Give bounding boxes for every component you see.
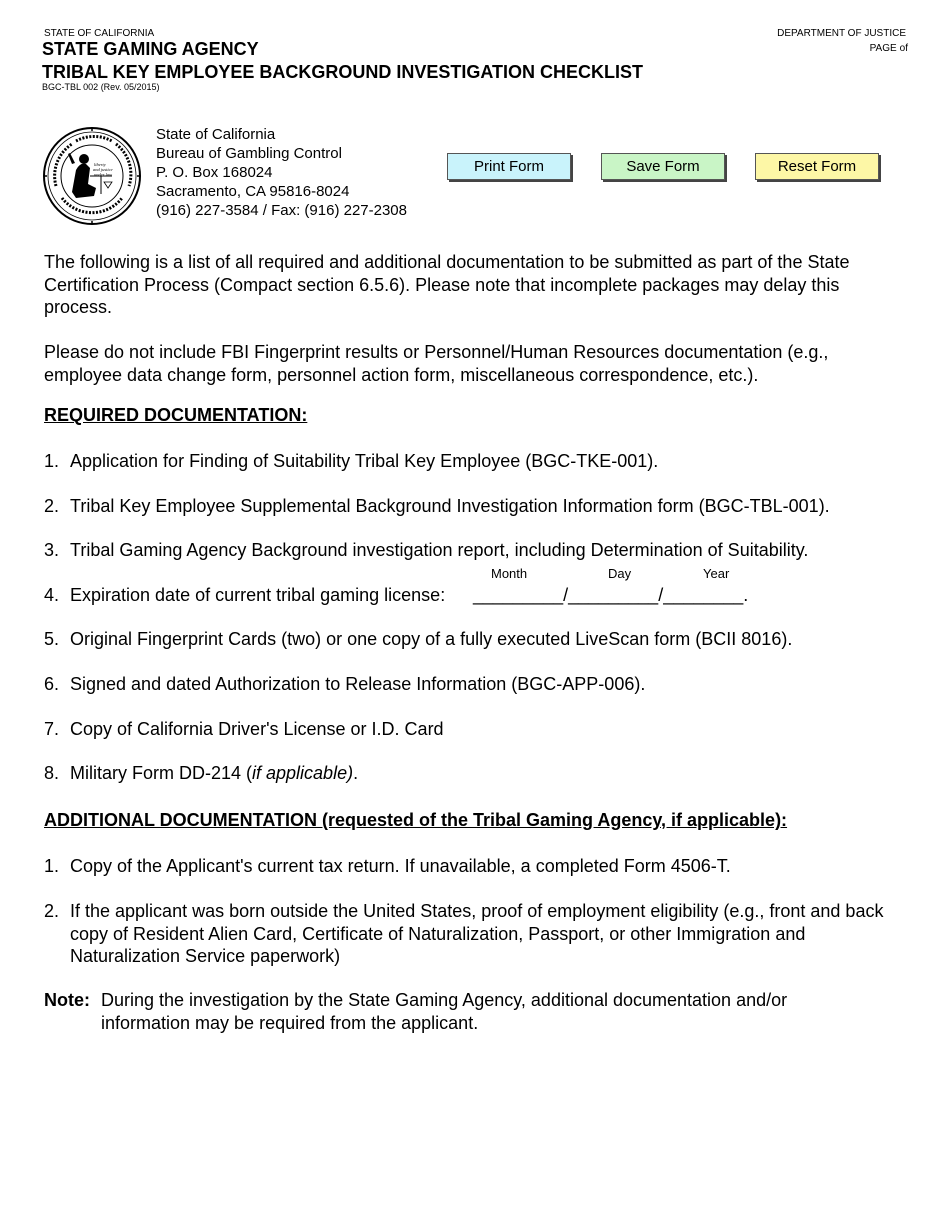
- exclusion-paragraph: Please do not include FBI Fingerprint results or Personnel/Human Resources documentation (e.g., employee data change form, personnel action form, miscellaneous correspondence, etc.).: [44, 342, 829, 385]
- seal-motto-2: and justice: [93, 167, 113, 172]
- required-documentation-heading: REQUIRED DOCUMENTATION:: [44, 405, 308, 425]
- item-number: 6.: [44, 674, 60, 694]
- item-number: 8.: [44, 763, 60, 783]
- seal-motto-1: liberty: [94, 162, 106, 167]
- item-text: Copy of California Driver's License or I.D. Card: [70, 719, 444, 739]
- note-label: Note:: [44, 990, 90, 1010]
- item-text: Signed and dated Authorization to Release Information (BGC-APP-006).: [70, 674, 646, 694]
- item-number: 3.: [44, 540, 60, 560]
- reset-form-button[interactable]: Reset Form: [755, 153, 879, 180]
- item-text-italic: if applicable): [252, 763, 354, 783]
- intro-paragraph: The following is a list of all required and additional documentation to be submitted as part of the State Certification Process (Compact section 6.5.6). Please note that incomplete packages may delay this process.: [44, 252, 850, 317]
- item-number: 4.: [44, 585, 60, 605]
- page-label: PAGE: [869, 43, 897, 54]
- agency-name: STATE GAMING AGENCY: [42, 39, 259, 59]
- page-of-label: of: [899, 43, 908, 54]
- item-text-tail: .: [353, 763, 359, 783]
- item-number: 2.: [44, 496, 60, 516]
- item-text: [70, 762, 890, 785]
- print-form-button[interactable]: Print Form: [447, 153, 571, 180]
- department-label: DEPARTMENT OF JUSTICE: [777, 28, 906, 39]
- address-line-1: State of California: [156, 126, 276, 143]
- item-text: Original Fingerprint Cards (two) or one copy of a fully executed LiveScan form (BCII 8016).: [70, 629, 793, 649]
- form-number: BGC-TBL 002 (Rev. 05/2015): [42, 82, 160, 92]
- page-title: TRIBAL KEY EMPLOYEE BACKGROUND INVESTIGATION CHECKLIST: [42, 62, 644, 82]
- item-number: 1.: [44, 451, 60, 471]
- address-line-5: (916) 227-3584 / Fax: (916) 227-2308: [156, 202, 407, 219]
- page-indicator: [867, 43, 908, 54]
- month-label: Month: [491, 566, 528, 581]
- day-label: Day: [608, 566, 632, 581]
- item-text: Tribal Key Employee Supplemental Background Investigation Information form (BGC-TBL-001).: [70, 496, 830, 516]
- expiration-date-field[interactable]: _________/_________/________.: [473, 585, 749, 605]
- state-label: STATE OF CALIFORNIA: [44, 28, 155, 39]
- item-text: Expiration date of current tribal gaming license:: [70, 585, 446, 605]
- item-text: Tribal Gaming Agency Background investigation report, including Determination of Suitability.: [70, 540, 809, 560]
- item-text-main: Military Form DD-214 (: [70, 763, 253, 783]
- address-line-2: Bureau of Gambling Control: [156, 145, 342, 162]
- item-number: 2.: [44, 901, 60, 921]
- address-line-3: P. O. Box 168024: [156, 164, 273, 181]
- save-form-button[interactable]: Save Form: [601, 153, 725, 180]
- item-text: Copy of the Applicant's current tax return. If unavailable, a completed Form 4506-T.: [70, 856, 731, 876]
- item-text: If the applicant was born outside the United States, proof of employment eligibility (e.g., front and back copy of Resident Alien Card, Certificate of Naturalization, Passport, or other Immigration and Naturalization Service paperwork): [70, 901, 884, 966]
- item-number: 7.: [44, 719, 60, 739]
- department-of-justice-seal-icon: [42, 126, 142, 226]
- item-text: Application for Finding of Suitability Tribal Key Employee (BGC-TKE-001).: [70, 451, 659, 471]
- item-number: 1.: [44, 856, 60, 876]
- agency-address: [156, 125, 446, 220]
- note-text: During the investigation by the State Gaming Agency, additional documentation and/or information may be required from the applicant.: [101, 990, 788, 1033]
- item-number: 5.: [44, 629, 60, 649]
- additional-documentation-heading: ADDITIONAL DOCUMENTATION (requested of the Tribal Gaming Agency, if applicable):: [44, 810, 788, 830]
- address-line-4: Sacramento, CA 95816-8024: [156, 183, 350, 200]
- year-label: Year: [703, 566, 730, 581]
- seal-motto-3: under law: [94, 172, 113, 177]
